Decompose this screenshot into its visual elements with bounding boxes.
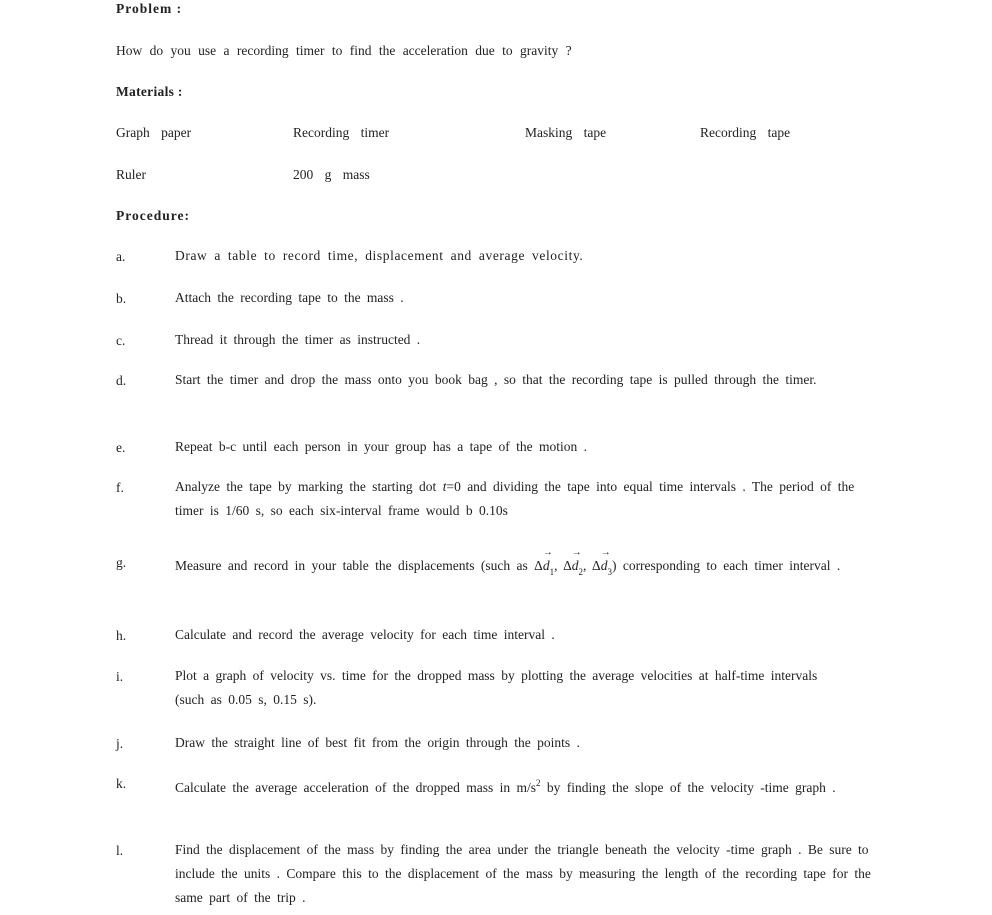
material-item: 200 g mass (293, 167, 370, 182)
step-text: Repeat b-c until each person in your group has a tape of the motion . (175, 439, 588, 454)
step-text: Analyze the tape by marking the starting dot t=0 and dividing the tape into equal time intervals . The period of the timer is 1/60 s, so each six-interval frame would b 0.10s (175, 479, 855, 518)
step-letter: c. (116, 333, 126, 348)
step-letter: d. (116, 373, 127, 388)
material-item: Recording timer (293, 125, 390, 140)
step-letter: a. (116, 249, 126, 264)
step-letter: l. (116, 843, 124, 858)
problem-heading: Problem : (116, 1, 183, 16)
step-text: Find the displacement of the mass by finding the area under the triangle beneath the velocity -time graph . Be sure to include the units . Compare this to the displacement of the mass by measuring the length of the recording tape for the same part of the trip . (175, 842, 871, 905)
vector-d1: → d (543, 550, 550, 582)
step-text: Attach the recording tape to the mass . (175, 290, 404, 305)
step-letter: h. (116, 628, 127, 643)
step-text: Calculate the average acceleration of the dropped mass in $m/s^2$ by finding the slope of the velocity -time graph . (175, 778, 836, 795)
step-letter: g. (116, 555, 127, 570)
material-item: Recording tape (700, 125, 791, 140)
step-letter: i. (116, 669, 124, 684)
materials-heading: Materials : (116, 84, 183, 99)
vector-d2: → d (572, 550, 579, 582)
step-text: Start the timer and drop the mass onto you book bag , so that the recording tape is pulled through the timer. (175, 372, 817, 387)
vector-d3: → d (601, 550, 608, 582)
step-letter: j. (116, 736, 124, 751)
step-text: Plot a graph of velocity vs. time for the dropped mass by plotting the average velocities at half-time intervals (such as 0.05 s, 0.15 s). (175, 668, 818, 707)
material-item: Ruler (116, 167, 146, 182)
step-text: Draw a table to record time, displacement and average velocity. (175, 248, 584, 263)
step-text: Draw the straight line of best fit from the origin through the points . (175, 735, 580, 750)
step-letter: b. (116, 291, 127, 306)
step-text: Calculate and record the average velocity for each time interval . (175, 627, 555, 642)
step-letter: k. (116, 776, 127, 791)
step-text: Measure and record in your table the displacements (such as $\Delta\to d_1$, $\Delta\to d_2$, $\Delta\to d_3$) corresponding to each timer interval . (175, 550, 855, 588)
material-item: Graph paper (116, 125, 192, 140)
step-letter: f. (116, 480, 124, 495)
procedure-heading: Procedure: (116, 208, 190, 223)
material-item: Masking tape (525, 125, 607, 140)
step-letter: e. (116, 440, 126, 455)
problem-question: How do you use a recording timer to find the acceleration due to gravity ? (116, 43, 572, 58)
step-text: Thread it through the timer as instructed . (175, 332, 421, 347)
